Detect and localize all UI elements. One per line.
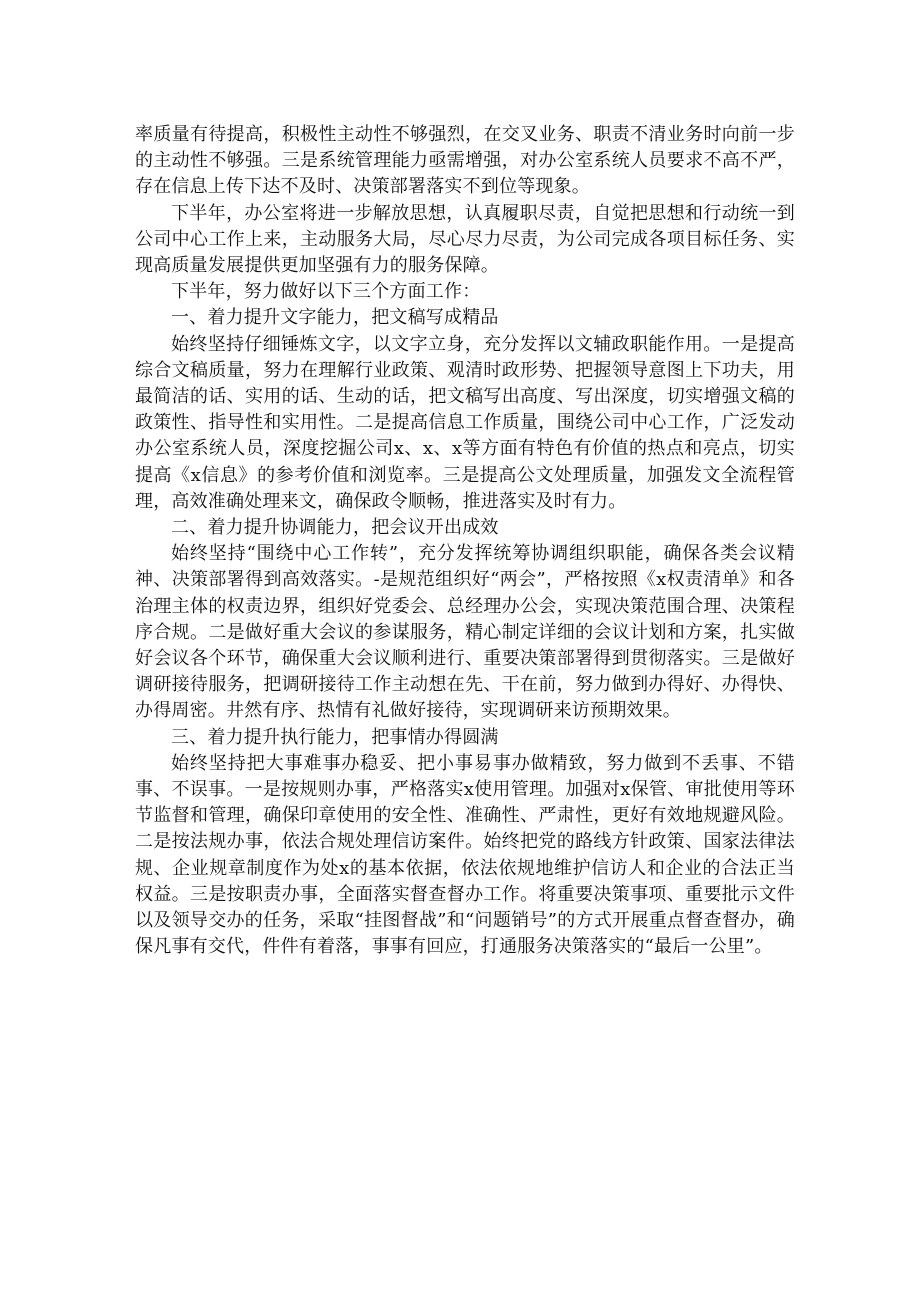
paragraph-2: 下半年，办公室将进一步解放思想，认真履职尽责，自觉把思想和行动统一到公司中心工作上来，主动服务大局，尽心尽力尽责，为公司完成各项目标任务、实现高质量发展提供更加坚强有力的服务保障。 (135, 202, 795, 277)
section-heading-1: 一、着力提升文字能力，把文稿写成精品 (171, 307, 499, 329)
paragraph-3: 下半年，努力做好以下三个方面工作： (171, 281, 481, 303)
document-body (135, 122, 795, 961)
paragraph-1: 率质量有待提高，积极性主动性不够强烈，在交叉业务、职责不清业务时向前一步的主动性不够强。三是系统管理能力亟需增强，对办公室系统人员要求不高不严，存在信息上传下达不及时、决策部署落实不到位等现象。 (135, 124, 795, 198)
paragraph-6: 始终坚持把大事难事办稳妥、把小事易事办做精致，努力做到不丢事、不错事、不误事。一是按规则办事，严格落实x使用管理。加强对x保管、审批使用等环节监督和管理，确保印章使用的安全性、准确性、严肃性，更好有效地规避风险。二是按法规办事，依法合规处理信访案件。始终把党的路线方针政策、国家法律法规、企业规章制度作为处x的基本依据，依法依规地维护信访人和企业的合法正当权益。三是按职责办事，全面落实督查督办工作。将重要决策事项、重要批示文件以及领导交办的任务，采取“挂图督战”和“问题销号”的方式开展重点督查督办，确保凡事有交代，件件有着落，事事有回应，打通服务决策落实的“最后一公里”。 (135, 752, 795, 958)
paragraph-5: 始终坚持“围绕中心工作转”，充分发挥统筹协调组织职能，确保各类会议精神、决策部署得到高效落实。-是规范组织好“两会”，严格按照《x权责清单》和各治理主体的权责边界，组织好党委会、总经理办公会，实现决策范围合理、决策程序合规。二是做好重大会议的参谋服务，精心制定详细的会议计划和方案，扎实做好会议各个环节，确保重大会议顺利进行、重要决策部署得到贯彻落实。三是做好调研接待服务，把调研接待工作主动想在先、干在前，努力做到办得好、办得快、办得周密。井然有序、热情有礼做好接待，实现调研来访预期效果。 (135, 543, 795, 722)
section-heading-3: 三、着力提升执行能力，把事情办得圆满 (171, 726, 499, 748)
section-heading-2: 二、着力提升协调能力，把会议开出成效 (171, 517, 499, 539)
paragraph-4: 始终坚持仔细锤炼文字，以文字立身，充分发挥以文辅政职能作用。一是提高综合文稿质量，努力在理解行业政策、观清时政形势、把握领导意图上下功夫，用最简洁的话、实用的话、生动的话，把文稿写出高度、写出深度，切实增强文稿的政策性、指导性和实用性。二是提高信息工作质量，围绕公司中心工作，广泛发动办公室系统人员，深度挖掘公司x、x、x等方面有特色有价值的热点和亮点，切实提高《x信息》的参考价值和浏览率。三是提高公文处理质量，加强发文全流程管理，高效准确处理来文，确保政令顺畅，推进落实及时有力。 (135, 333, 795, 512)
